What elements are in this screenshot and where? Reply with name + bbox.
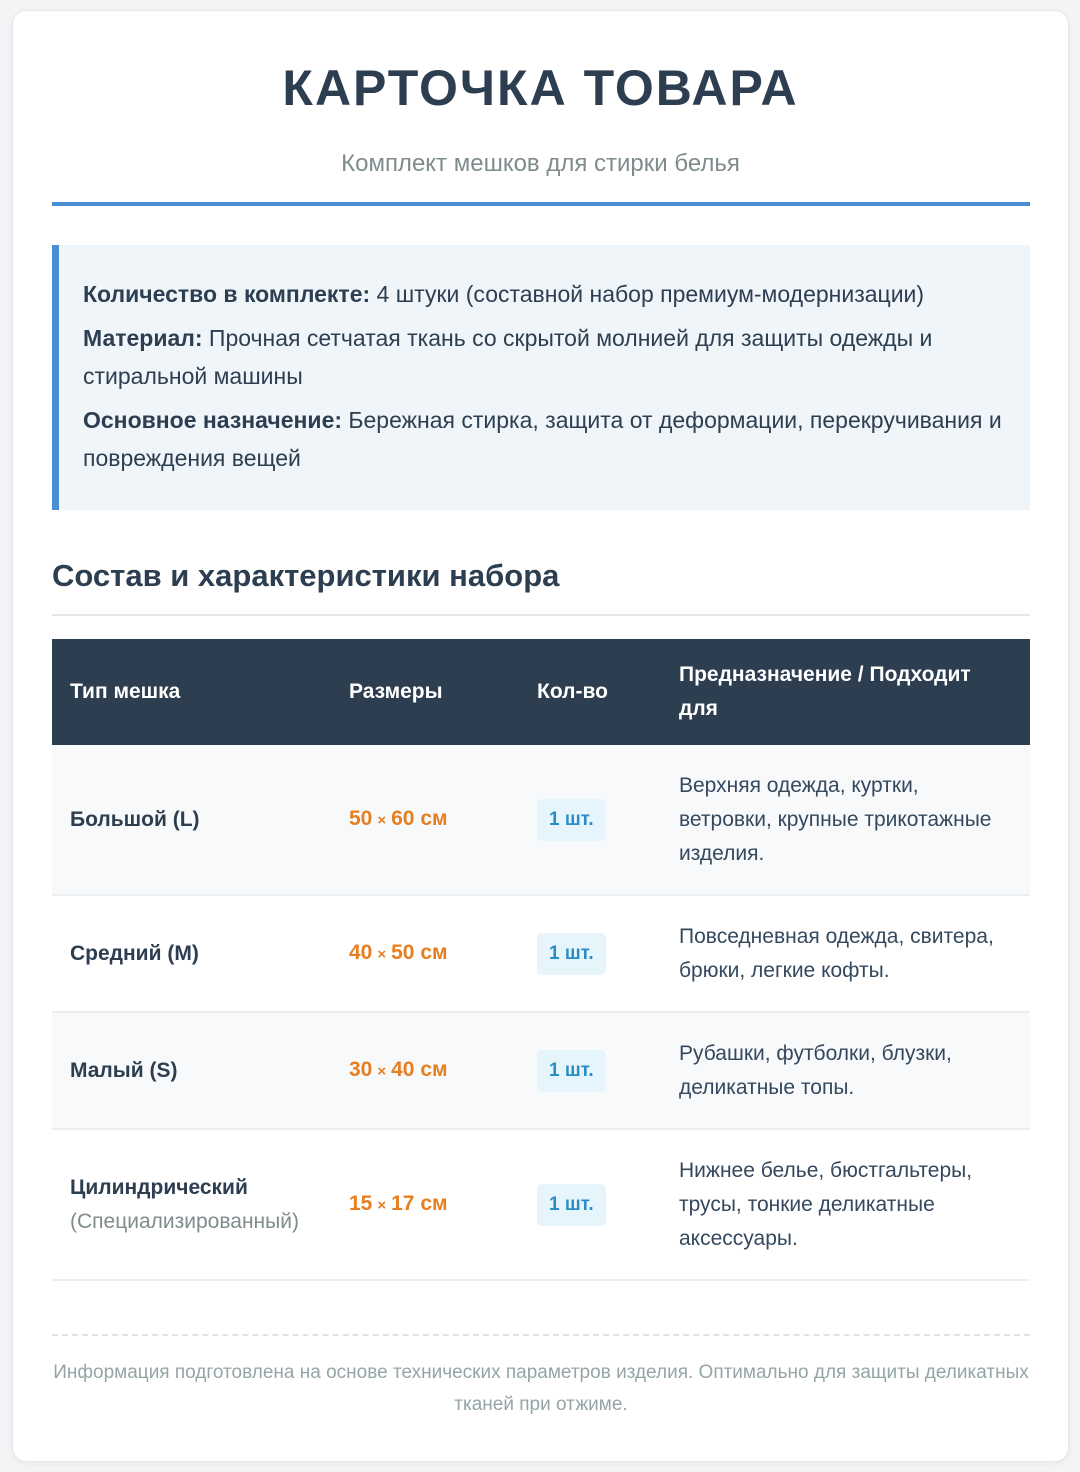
- size-cell: [331, 1129, 519, 1280]
- purpose-cell: Повседневная одежда, свитера, брюки, легкие кофты.: [679, 924, 994, 982]
- bag-type-cell: [52, 1012, 331, 1129]
- qty-cell: [519, 1012, 661, 1129]
- material-value: Прочная сетчатая ткань со скрытой молнией для защиты одежды и стиральной машины: [83, 325, 933, 389]
- purpose-cell: Рубашки, футболки, блузки, деликатные топы.: [679, 1041, 952, 1099]
- quantity-value: 4 штуки (составной набор премиум-модернизации): [370, 281, 925, 307]
- size-width: 15: [349, 1191, 373, 1215]
- qty-badge: 1 шт.: [537, 1184, 606, 1226]
- bag-type: Цилиндрический: [70, 1175, 248, 1199]
- bag-type: Большой (L): [70, 807, 200, 831]
- column-header-size: Размеры: [349, 680, 443, 703]
- quantity-row: [83, 275, 1006, 313]
- footer-divider: [52, 1334, 1030, 1336]
- size-cell: [331, 895, 519, 1012]
- purpose-value: Бережная стирка, защита от деформации, перекручивания и повреждения вещей: [83, 407, 1002, 471]
- bag-type: Средний (M): [70, 941, 199, 965]
- page-subtitle: Комплект мешков для стирки белья: [341, 150, 740, 177]
- size-height: 40 см: [391, 1057, 448, 1081]
- table-row: [52, 1012, 1030, 1129]
- page-title: КАРТОЧКА ТОВАРА: [282, 60, 799, 116]
- qty-badge: 1 шт.: [537, 799, 606, 841]
- purpose-row: [83, 401, 1006, 477]
- qty-badge: 1 шт.: [537, 933, 606, 975]
- qty-cell: [519, 1129, 661, 1280]
- qty-cell: [519, 895, 661, 1012]
- size-cell: [331, 745, 519, 895]
- column-header-purpose: Предназначение / Подходит для: [679, 663, 971, 720]
- table-header-row: [52, 639, 1030, 745]
- table-row: [52, 1129, 1030, 1280]
- column-header-type: Тип мешка: [70, 680, 181, 703]
- size-height: 50 см: [391, 940, 448, 964]
- title-divider: [52, 202, 1030, 206]
- material-row: [83, 319, 1006, 395]
- purpose-cell: Верхняя одежда, куртки, ветровки, крупные трикотажные изделия.: [679, 773, 992, 865]
- purpose-cell: Нижнее белье, бюстгальтеры, трусы, тонкие деликатные аксессуары.: [679, 1158, 973, 1250]
- bag-type-note: (Специализированный): [70, 1209, 299, 1233]
- quantity-label: Количество в комплекте:: [83, 281, 371, 307]
- size-width: 50: [349, 806, 373, 830]
- column-header-qty: Кол-во: [537, 680, 608, 703]
- size-separator: ×: [377, 1062, 387, 1080]
- table-row: [52, 745, 1030, 895]
- section-divider: [52, 614, 1030, 616]
- footer-note: Информация подготовлена на основе технических параметров изделия. Оптимально для защиты деликатных тканей при отжиме.: [53, 1362, 1029, 1415]
- size-width: 40: [349, 940, 373, 964]
- size-height: 17 см: [391, 1191, 448, 1215]
- size-cell: [331, 1012, 519, 1129]
- material-label: Материал:: [83, 325, 203, 351]
- product-summary-box: [52, 245, 1030, 510]
- table-header: [52, 639, 1030, 745]
- size-height: 60 см: [391, 806, 448, 830]
- bag-type-cell: [52, 895, 331, 1012]
- table-row: [52, 895, 1030, 1012]
- bag-type: Малый (S): [70, 1058, 178, 1082]
- qty-badge: 1 шт.: [537, 1050, 606, 1092]
- purpose-label: Основное назначение:: [83, 407, 343, 433]
- size-separator: ×: [377, 1196, 387, 1214]
- product-card: [12, 10, 1069, 1462]
- size-separator: ×: [377, 811, 387, 829]
- table-body: [52, 745, 1030, 1280]
- size-separator: ×: [377, 945, 387, 963]
- size-width: 30: [349, 1057, 373, 1081]
- kit-composition-table: [52, 639, 1030, 1281]
- bag-type-cell: [52, 745, 331, 895]
- bag-type-cell: [52, 1129, 331, 1280]
- section-title: Состав и характеристики набора: [52, 558, 560, 593]
- qty-cell: [519, 745, 661, 895]
